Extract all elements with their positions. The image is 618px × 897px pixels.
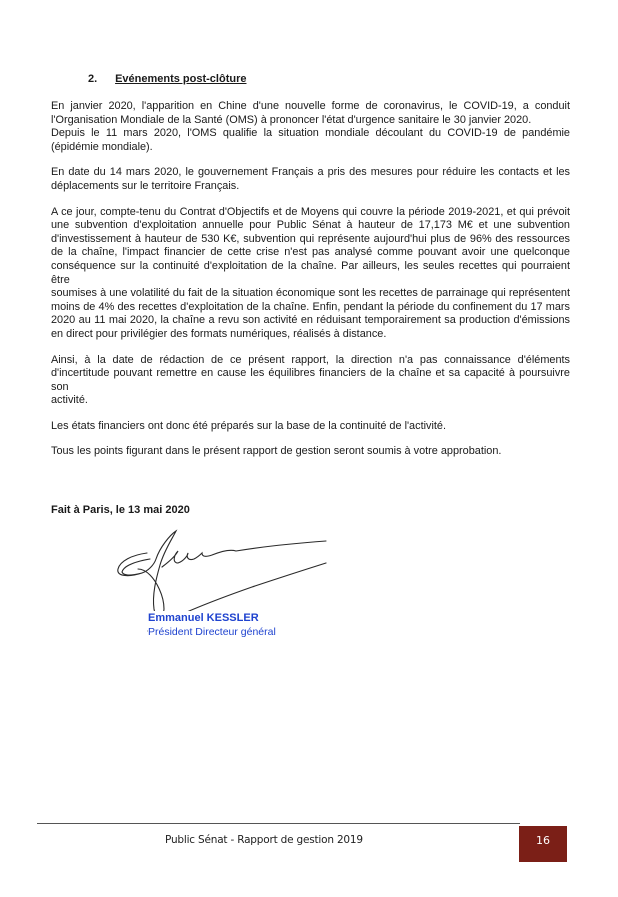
place-date: Fait à Paris, le 13 mai 2020 [51,504,190,517]
text-line: activité. [51,394,88,407]
page-number: 16 [536,834,550,847]
text-line: En janvier 2020, l'apparition en Chine d'une nouvelle forme de coronavirus, le COVID-19, a conduit [51,100,570,112]
footer-divider [37,823,520,824]
paragraph-uncertainty [51,354,570,408]
page-number-box [519,826,567,862]
paragraph-covid-context [51,100,570,154]
signature-stroke [162,541,326,567]
text-line: moins de 4% des recettes d'exploitation de la chaîne. Enfin, pendant la période du confinement du 17 mars [51,300,570,313]
spacer [51,194,570,206]
spacer [51,342,570,354]
text-line: Tous les points figurant dans le présent rapport de gestion seront soumis à votre approbation. [51,445,502,458]
text-line: l'Organisation Mondiale de la Santé (OMS) à prononcer l'état d'urgence sanitaire le 30 janvier 2020. [51,113,532,126]
text-line: déplacements sur le territoire Français. [51,179,240,192]
section-title: Evénements post-clôture [115,73,247,85]
text-line: 2020 au 11 mai 2020, la chaîne a revu son activité en réduisant temporairement sa production d'émissions [51,314,570,327]
page-footer [0,820,618,870]
spacer [51,433,570,445]
spacer [51,154,570,166]
footer-title: Public Sénat - Rapport de gestion 2019 [165,834,363,846]
section-number: 2. [88,73,98,85]
paragraph-government-measures [51,166,570,193]
paragraph-financial-impact [51,206,570,342]
text-line: d'investissement à hauteur de 530 K€, subvention qui représente aujourd'hui plus de 96% des ressources [51,232,570,245]
text-line: soumises à une volatilité du fait de la situation économique sont les recettes de parrainage qui représentent [51,287,570,300]
text-line: conséquence sur la continuité d'exploitation de la chaîne. Par ailleurs, les seules recettes qui pourraient être [51,259,570,286]
text-line: une subvention d'exploitation annuelle pour Public Sénat à hauteur de 17,173 M€ et une subvention [51,219,570,232]
spacer [51,408,570,420]
spacer [51,86,570,100]
text-line: Depuis le 11 mars 2020, l'OMS qualifie la situation mondiale découlant du COVID-19 de pandémie [51,127,570,140]
signature-block [51,523,570,653]
text-line: en direct pour privilégier des formats numériques, réalisés à distance. [51,327,387,340]
section-heading [88,72,570,86]
text-line: de la chaîne, l'impact financier de cette crise n'est pas analysé comme pouvant avoir une quelconque [51,246,570,259]
text-line: (épidémie mondiale). [51,140,153,153]
text-line: A ce jour, compte-tenu du Contrat d'Objectifs et de Moyens qui couvre la période 2019-2021, et qui prévoit [51,205,570,218]
signer-stamp [148,611,278,639]
signer-name: Emmanuel KESSLER [148,611,278,625]
signature-stroke [118,553,150,576]
signature-stroke [138,531,176,617]
text-line: Ainsi, à la date de rédaction de ce présent rapport, la direction n'a pas connaissance d'éléments [51,353,570,366]
spacer [51,459,570,503]
paragraph-going-concern [51,420,570,434]
text-line: d'incertitude pouvant remettre en cause les équilibres financiers de la chaîne et sa capacité à poursuivre son [51,367,570,393]
paragraph-approval [51,445,570,459]
text-line: Les états financiers ont donc été préparés sur la base de la continuité de l'activité. [51,419,446,432]
text-line: En date du 14 mars 2020, le gouvernement Français a pris des mesures pour réduire les contacts et les [51,166,570,179]
signer-role: Président Directeur général [148,626,276,639]
